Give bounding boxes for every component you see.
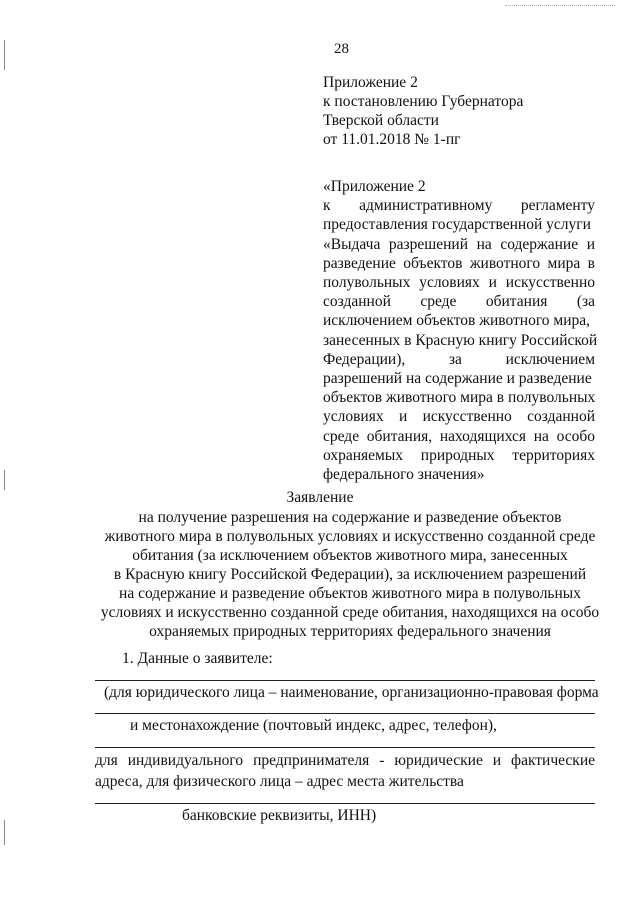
statement-title: Заявление [286, 489, 354, 506]
margin-artifact [4, 40, 5, 70]
regulation-line: предоставления государственной услуги [323, 216, 591, 234]
statement-line: обитания (за исключением объектов животного мира, занесенных [132, 547, 568, 564]
appendix-line: от 11.01.2018 № 1-пг [323, 131, 461, 148]
regulation-line: объектов животного мира в полувольных [323, 389, 596, 407]
regulation-line: «Приложение 2 [323, 178, 426, 195]
fill-in-line[interactable] [95, 747, 595, 748]
regulation-line: созданной среде обитания (за [323, 293, 595, 311]
statement-line: условиях и искусственно созданной среде обитания, находящихся на особо [100, 604, 600, 621]
regulation-line: полувольных условиях и искусственно [323, 274, 595, 292]
regulation-line: разрешений на содержание и разведение [323, 370, 592, 388]
margin-artifact [4, 820, 5, 845]
statement-line: в Красную книгу Российской Федерации), за исключением разрешений [113, 566, 587, 583]
statement-line: на получение разрешения на содержание и разведение объектов [138, 509, 562, 526]
page-number: 28 [334, 41, 349, 57]
fill-in-line[interactable] [95, 803, 595, 804]
regulation-line: федерального значения» [323, 466, 485, 484]
appendix-header [323, 73, 523, 149]
regulation-line: занесенных в Красную книгу Российской [323, 331, 598, 349]
field-caption: (для юридического лица – наименование, организационно-правовая форма [104, 684, 599, 701]
statement-line: на содержание и разведение объектов животного мира в полувольных [119, 585, 581, 602]
regulation-line: разведение объектов животного мира в [323, 254, 595, 272]
fill-in-line[interactable] [95, 713, 595, 714]
statement-line: охраняемых природных территориях федерального значения [149, 623, 551, 640]
field-caption: для индивидуального предпринимателя - юридические и фактические [95, 752, 595, 769]
section-heading: 1. Данные о заявителе: [122, 650, 273, 667]
field-caption-block [95, 750, 595, 792]
fill-in-line[interactable] [95, 680, 595, 681]
scan-artifact [505, 5, 615, 6]
regulation-line: к административному регламенту [323, 197, 595, 215]
regulation-line: охраняемых природных территориях [323, 446, 595, 464]
regulation-reference [323, 177, 598, 484]
statement-line: животного мира в полувольных условиях и искусственно созданной среде [104, 528, 596, 545]
statement-description [60, 508, 640, 641]
appendix-line: к постановлению Губернатора [323, 93, 524, 110]
field-caption: банковские реквизиты, ИНН) [182, 807, 377, 824]
regulation-line: среде обитания, находящихся на особо [323, 427, 595, 445]
regulation-line: «Выдача разрешений на содержание и [323, 235, 595, 253]
regulation-line: условиях и искусственно созданной [323, 408, 595, 426]
field-caption: и местонахождение (почтовый индекс, адрес, телефон), [130, 717, 497, 734]
appendix-line: Приложение 2 [323, 74, 418, 91]
regulation-line: Федерации), за исключением [323, 350, 595, 368]
appendix-line: Тверской области [323, 112, 439, 129]
field-caption: адреса, для физического лица – адрес места жительства [95, 773, 464, 790]
margin-artifact [4, 470, 5, 490]
regulation-line: исключением объектов животного мира, [323, 312, 591, 330]
